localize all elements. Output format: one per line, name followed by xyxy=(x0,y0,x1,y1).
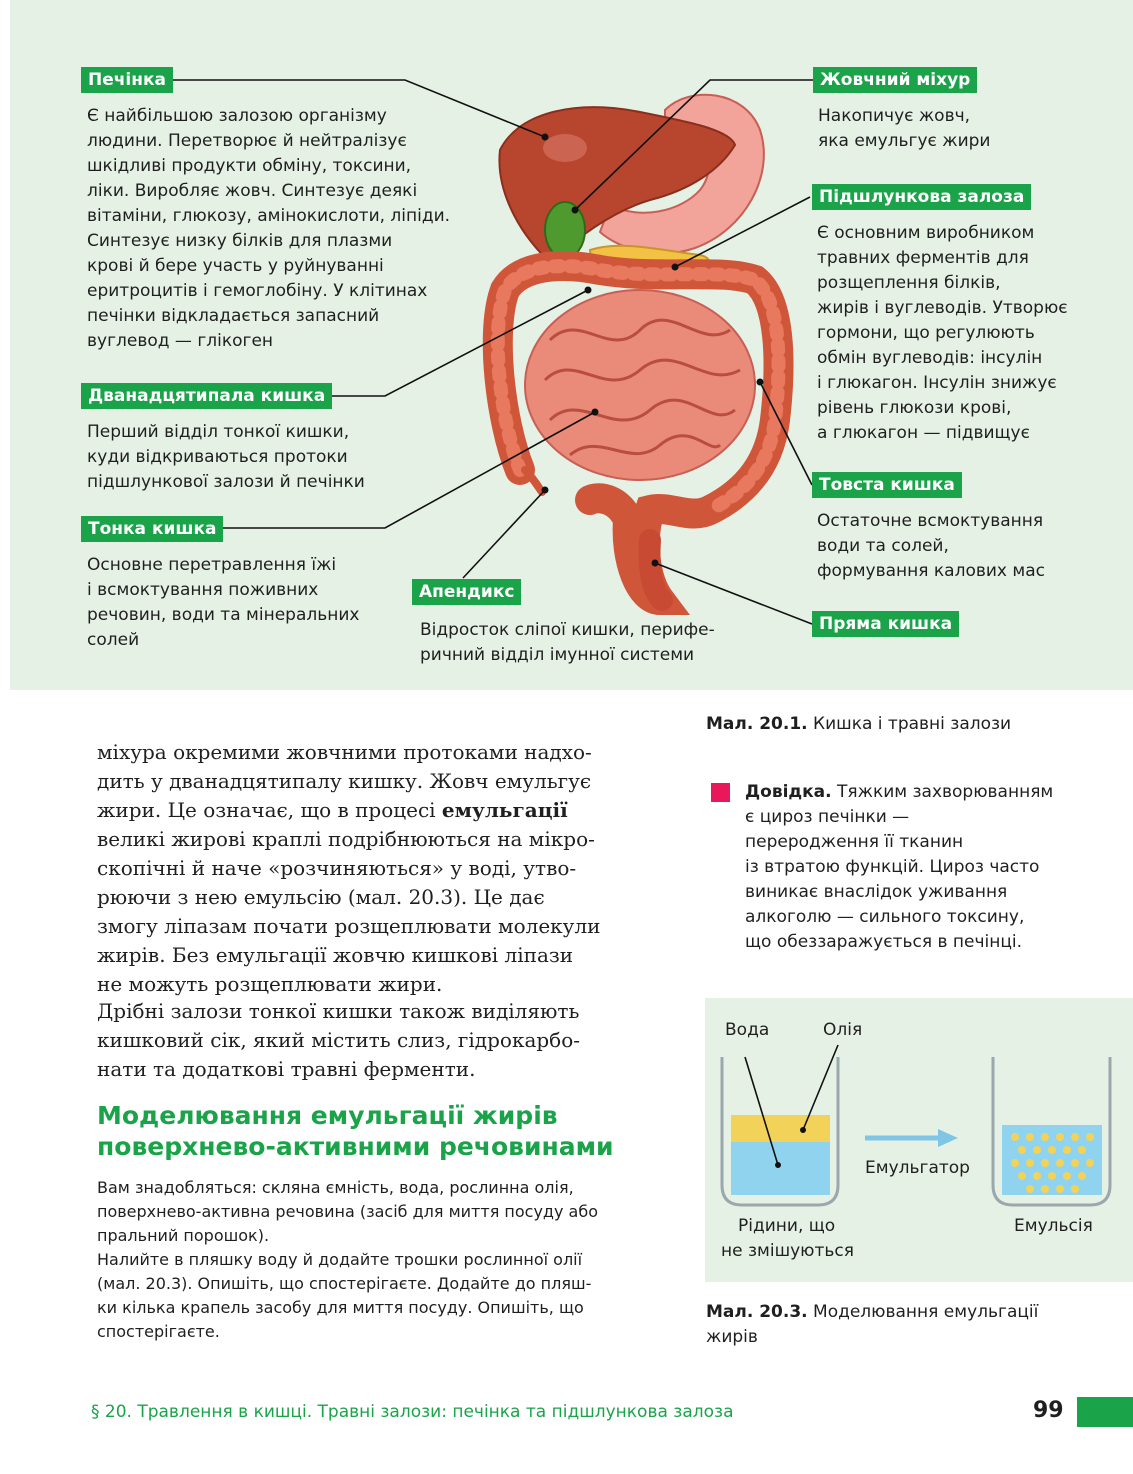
label-rectum: Пряма кишка xyxy=(812,611,959,637)
gallbladder-shape xyxy=(545,202,585,258)
label-emulsion: Емульсія xyxy=(1014,1216,1093,1236)
label-emulsifier: Емульгатор xyxy=(865,1158,970,1178)
label-pancreas: Підшлункова залоза xyxy=(812,184,1031,210)
liver-highlight xyxy=(543,134,587,162)
label-large-intestine: Товста кишка xyxy=(812,472,962,498)
marker-dot xyxy=(542,487,549,494)
main-paragraph-2: Дрібні залози тонкої кишки також виділяють кишковий сік, який містить слиз, гідрокарбо- нати та додаткові травні ферменти. xyxy=(97,999,581,1081)
label-water: Вода xyxy=(725,1020,770,1040)
figure-20-1-caption: Мал. 20.1. Кишка і травні залози xyxy=(706,714,1012,734)
pancreas-description: Є основним виробником травних ферментів для розщеплення білків, жирів і вуглеводів. Утворює гормони, що регулюють обмін вуглеводів: інсулін і глюкагон. Інсулін знижує рівень глюкози крові, а глюкагон — підвищує xyxy=(817,223,1068,443)
label-liver: Печінка xyxy=(81,67,173,93)
marker-dot xyxy=(757,379,764,386)
note-text: Довідка. Тяжким захворюванням є цироз печінки — переродження її тканин із втратою функцій. Цироз часто виникає внаслідок уживання алкоголю — сильного токсину, що обеззаражується в печінці. xyxy=(745,782,1054,952)
rectum-shape xyxy=(650,540,663,600)
marker-dot xyxy=(572,207,579,214)
footer-section-title: § 20. Травлення в кишці. Травні залози: печінка та підшлункова залоза xyxy=(91,1402,734,1422)
marker-dot xyxy=(542,134,549,141)
emulsification-term: емульгації xyxy=(441,798,568,822)
marker-dot xyxy=(652,560,659,567)
label-immiscible-line1: Рідини, що xyxy=(738,1216,836,1236)
label-immiscible-line2: не змішуються xyxy=(721,1241,854,1261)
small-intestine-shape xyxy=(525,290,755,480)
label-duodenum: Дванадцятипала кишка xyxy=(81,383,332,409)
main-paragraph-1: міхура окремими жовчними протоками надхо- дить у дванадцятипалу кишку. Жовч емульгує жири. Це означає, що в процесі емульгації великі жирові краплі подрібнюються на мікро- скопічні й наче «розчиняються» у воді, утво- рюючи з нею емульсію (мал. 20.3). Це дає змогу ліпазам почати розщеплювати молекули жирів. Без емульгації жовчю кишкові ліпази не можуть розщеплювати жири. xyxy=(97,740,601,996)
small-intestine-description: Основне перетравлення їжі і всмоктування поживних речовин, води та мінеральних солей xyxy=(87,555,360,650)
experiment-heading: Моделювання емульгації жирів поверхнево-активними речовинами xyxy=(97,1101,614,1161)
experiment-instructions: Вам знадобляться: скляна ємність, вода, рослинна олія, поверхнево-активна речовина (засіб для миття посуду або пральний порошок). Налийте в пляшку воду й додайте трошки рослинної олії (мал. 20.3). Опишіть, що спостерігаєте. Додайте до пляш- ки кілька крапель засобу для миття посуду. Опишіть, що спостерігаєте. xyxy=(97,1178,598,1341)
label-oil: Олія xyxy=(823,1020,863,1040)
figure-20-3-caption: Мал. 20.3. Моделювання емульгації xyxy=(706,1302,1039,1322)
note-marker xyxy=(711,783,730,802)
label-small-intestine: Тонка кишка xyxy=(81,516,223,542)
leader-line-appendix xyxy=(463,490,545,578)
gallbladder-description: Накопичує жовч, яка емульгує жири xyxy=(818,106,991,151)
label-appendix: Апендикс xyxy=(412,579,521,605)
marker-dot xyxy=(585,287,592,294)
large-intestine-description: Остаточне всмоктування води та солей, формування калових мас xyxy=(817,511,1045,581)
liver-description: Є найбільшою залозою організму людини. Перетворює й нейтралізує шкідливі продукти обміну, токсини, ліки. Виробляє жовч. Синтезує деякі вітаміни, глюкозу, амінокислоти, ліпіди. Синтезує низку білків для плазми крові й бере участь у руйнуванні еритроцитів і гемоглобіну. У клітинах печінки відкладається запасний вуглевод — глікоген xyxy=(87,106,451,351)
page-number-bar xyxy=(1077,1397,1133,1427)
page-number: 99 xyxy=(1033,1398,1064,1423)
figure-20-3-caption-line2: жирів xyxy=(706,1327,758,1347)
appendix-description: Відросток сліпої кишки, перифе- ричний відділ імунної системи xyxy=(420,620,715,665)
marker-dot xyxy=(672,264,679,271)
label-gallbladder: Жовчний міхур xyxy=(813,67,977,93)
emulsification-figure-panel xyxy=(705,998,1133,1282)
marker-dot xyxy=(592,409,599,416)
duodenum-description: Перший відділ тонкої кишки, куди відкриваються протоки підшлункової залози й печінки xyxy=(87,422,365,492)
